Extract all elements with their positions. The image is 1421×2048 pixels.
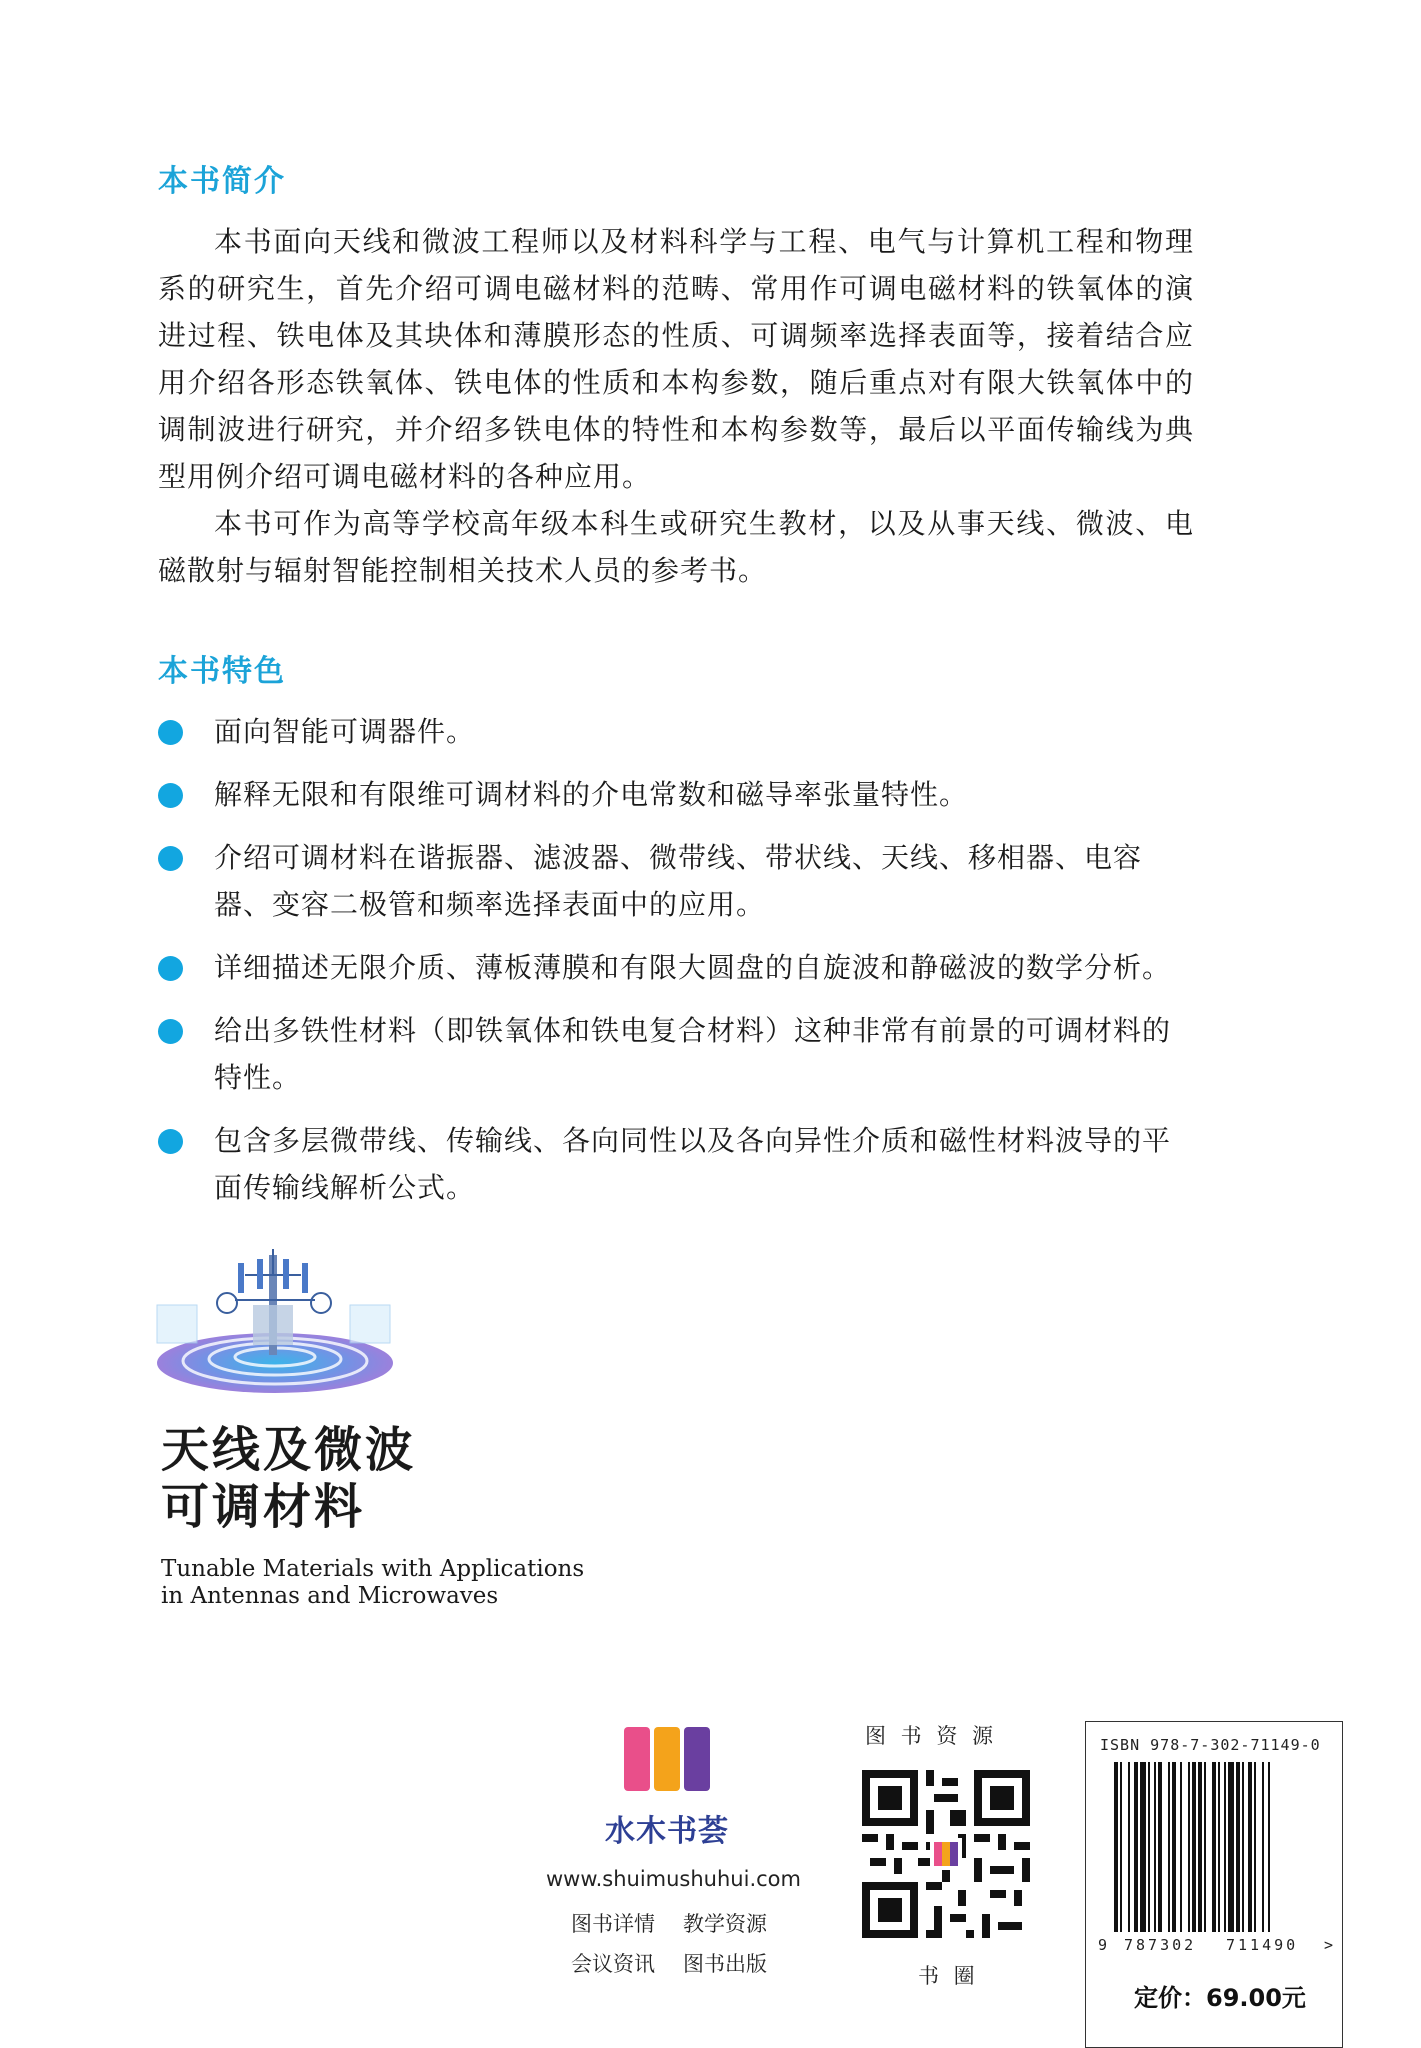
isbn-digit-tail: > xyxy=(1324,1936,1337,1954)
antenna-tower-illustration xyxy=(155,1245,405,1395)
intro-heading: 本书简介 xyxy=(158,164,286,199)
isbn-digit-group-1: 787302 xyxy=(1124,1936,1197,1954)
logo-bar-orange xyxy=(654,1727,680,1791)
bullet-dot xyxy=(158,846,183,871)
intro-text xyxy=(158,218,1194,594)
bullet-dot xyxy=(158,720,183,745)
book-title-en xyxy=(161,1556,584,1610)
link-book-publishing[interactable]: 图书出版 xyxy=(683,1952,767,1976)
publisher-logo-icon xyxy=(624,1727,710,1791)
link-book-details[interactable]: 图书详情 xyxy=(571,1912,655,1936)
feature-item: 给出多铁性材料（即铁氧体和铁电复合材料）这种非常有前景的可调材料的特性。 xyxy=(158,1007,1194,1101)
link-conference-news[interactable]: 会议资讯 xyxy=(571,1952,655,1976)
features-list xyxy=(158,708,1194,1227)
publisher-url[interactable]: www.shuimushuhui.com xyxy=(546,1867,801,1891)
isbn-barcode-box xyxy=(1085,1721,1343,2048)
isbn-digit-group-2: 711490 xyxy=(1226,1936,1299,1954)
book-title-en-line-1: Tunable Materials with Applications xyxy=(161,1556,585,1582)
qr-bottom-label: 书 圈 xyxy=(918,1964,979,1988)
isbn-text: ISBN 978-7-302-71149-0 xyxy=(1100,1736,1321,1754)
barcode-bars xyxy=(1114,1762,1324,1932)
isbn-digit-lead: 9 xyxy=(1098,1936,1111,1954)
features-heading: 本书特色 xyxy=(158,654,286,689)
bullet-dot xyxy=(158,1019,183,1044)
intro-paragraph-1: 本书面向天线和微波工程师以及材料科学与工程、电气与计算机工程和物理系的研究生，首先介绍可调电磁材料的范畴、常用作可调电磁材料的铁氧体的演进过程、铁电体及其块体和薄膜形态的性质、可调频率选择表面等，接着结合应用介绍各形态铁氧体、铁电体的性质和本构参数，随后重点对有限大铁氧体中的调制波进行研究，并介绍多铁电体的特性和本构参数等，最后以平面传输线为典型用例介绍可调电磁材料的各种应用。 xyxy=(158,225,1194,493)
qr-top-label: 图 书 资 源 xyxy=(865,1724,998,1748)
logo-bar-purple xyxy=(684,1727,710,1791)
bullet-dot xyxy=(158,1129,183,1154)
price-label: 定价：69.00元 xyxy=(1134,1984,1306,2012)
link-teaching-resources[interactable]: 教学资源 xyxy=(683,1912,767,1936)
feature-item: 面向智能可调器件。 xyxy=(158,708,1194,755)
publisher-logo-text: 水木书荟 xyxy=(605,1814,729,1849)
qr-code[interactable] xyxy=(862,1770,1030,1938)
book-title-line-1: 天线及微波 xyxy=(161,1422,417,1478)
feature-item: 介绍可调材料在谐振器、滤波器、微带线、带状线、天线、移相器、电容器、变容二极管和频率选择表面中的应用。 xyxy=(158,834,1194,928)
book-title-en-line-2: in Antennas and Microwaves xyxy=(161,1583,499,1609)
bullet-dot xyxy=(158,783,183,808)
logo-bar-pink xyxy=(624,1727,650,1791)
bullet-dot xyxy=(158,956,183,981)
book-title-line-2: 可调材料 xyxy=(161,1479,366,1535)
feature-item: 解释无限和有限维可调材料的介电常数和磁导率张量特性。 xyxy=(158,771,1194,818)
feature-item: 详细描述无限介质、薄板薄膜和有限大圆盘的自旋波和静磁波的数学分析。 xyxy=(158,944,1194,991)
intro-paragraph-2: 本书可作为高等学校高年级本科生或研究生教材，以及从事天线、微波、电磁散射与辐射智能控制相关技术人员的参考书。 xyxy=(158,507,1194,587)
feature-item: 包含多层微带线、传输线、各向同性以及各向异性介质和磁性材料波导的平面传输线解析公式。 xyxy=(158,1117,1194,1211)
book-title-cn xyxy=(161,1422,416,1536)
